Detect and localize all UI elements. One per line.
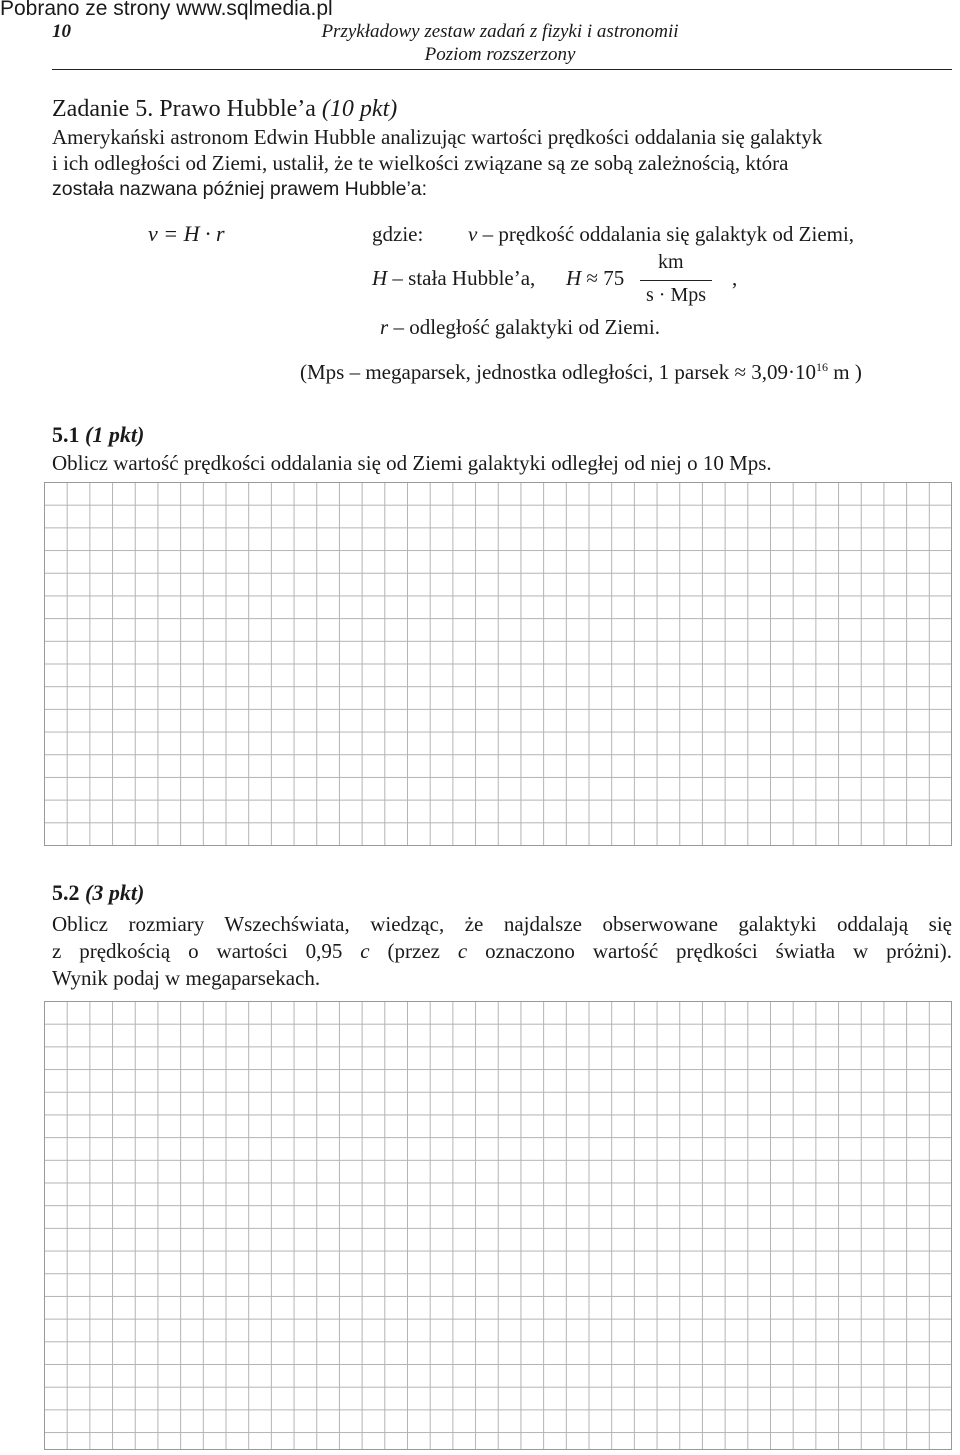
fraction-comma: , — [732, 266, 738, 290]
subtask-1-points: (1 pkt) — [79, 422, 145, 447]
fraction-bar — [640, 280, 712, 281]
page-number: 10 — [52, 21, 71, 42]
symbol-H-approx: H — [566, 266, 582, 290]
symbol-H: H — [372, 266, 388, 290]
hubble-constant-value — [566, 266, 624, 291]
definition-v — [468, 222, 854, 247]
subtask-2-number: 5.2 — [52, 880, 80, 905]
subtask-2-line — [52, 939, 952, 964]
definition-v-text: – prędkość oddalania się galaktyk od Ziemi, — [477, 222, 855, 246]
subtask-1-title — [52, 422, 144, 448]
fraction-numerator: km — [658, 251, 684, 273]
subtask-2-line: Wynik podaj w megaparsekach. — [52, 966, 321, 990]
task-title-prefix: Zadanie 5. — [52, 96, 154, 122]
symbol-r: r — [380, 315, 389, 339]
intro-line: Amerykański astronom Edwin Hubble analizując wartości prędkości oddalania się galaktyk — [52, 125, 823, 149]
definition-H — [372, 266, 535, 291]
symbol-c: c — [360, 939, 370, 963]
hubble-equation: v = H · r — [148, 221, 225, 246]
megaparsec-note — [300, 360, 862, 385]
symbol-v: v — [468, 222, 478, 246]
subtask-2-text: z prędkością o wartości 0,95 — [52, 939, 361, 963]
megaparsec-exponent: 16 — [816, 360, 828, 374]
subtask-2-points: (3 pkt) — [79, 880, 145, 905]
header-level: Poziom rozszerzony — [424, 44, 576, 65]
symbol-c: c — [457, 939, 468, 963]
definition-r-text: – odległość galaktyki od Ziemi. — [388, 315, 660, 339]
definition-r — [380, 315, 660, 340]
subtask-2-line: Oblicz rozmiary Wszechświata, wiedząc, że najdalsze obserwowane galaktyki oddalają się — [52, 912, 952, 936]
subtask-2-text: (przez — [369, 939, 458, 963]
subtask-2-title — [52, 880, 144, 906]
where-label: gdzie: — [372, 222, 424, 246]
header-divider — [52, 69, 952, 70]
subtask-1-text: Oblicz wartość prędkości oddalania się od Ziemi galaktyki odległej od niej o 10 Mps. — [52, 451, 772, 475]
megaparsec-note-end: m ) — [828, 360, 862, 384]
subtask-2-text: oznaczono wartość prędkości światła w próżni). — [467, 939, 952, 963]
megaparsec-note-text: (Mps – megaparsek, jednostka odległości, 1 parsek ≈ 3,09·10 — [300, 360, 816, 384]
intro-line: została nazwana później prawem Hubble’a: — [52, 178, 428, 200]
definition-H-text: – stała Hubble’a, — [387, 266, 536, 290]
subtask-1-number: 5.1 — [52, 422, 80, 447]
watermark-text: Pobrano ze strony www.sqlmedia.pl — [0, 0, 333, 20]
answer-grid-1[interactable] — [44, 482, 952, 846]
hubble-constant-number: ≈ 75 — [581, 266, 625, 290]
task-title-main: Prawo Hubble’a — [153, 96, 322, 122]
answer-grid-2[interactable] — [44, 1001, 952, 1450]
intro-line: i ich odległości od Ziemi, ustalił, że te wielkości związane są ze sobą zależnością, która — [52, 151, 789, 175]
task-title-points: (10 pkt) — [321, 96, 398, 122]
fraction-denominator: s · Mps — [646, 284, 707, 306]
task-title — [52, 96, 397, 123]
header-title: Przykładowy zestaw zadań z fizyki i astronomii — [321, 21, 679, 42]
